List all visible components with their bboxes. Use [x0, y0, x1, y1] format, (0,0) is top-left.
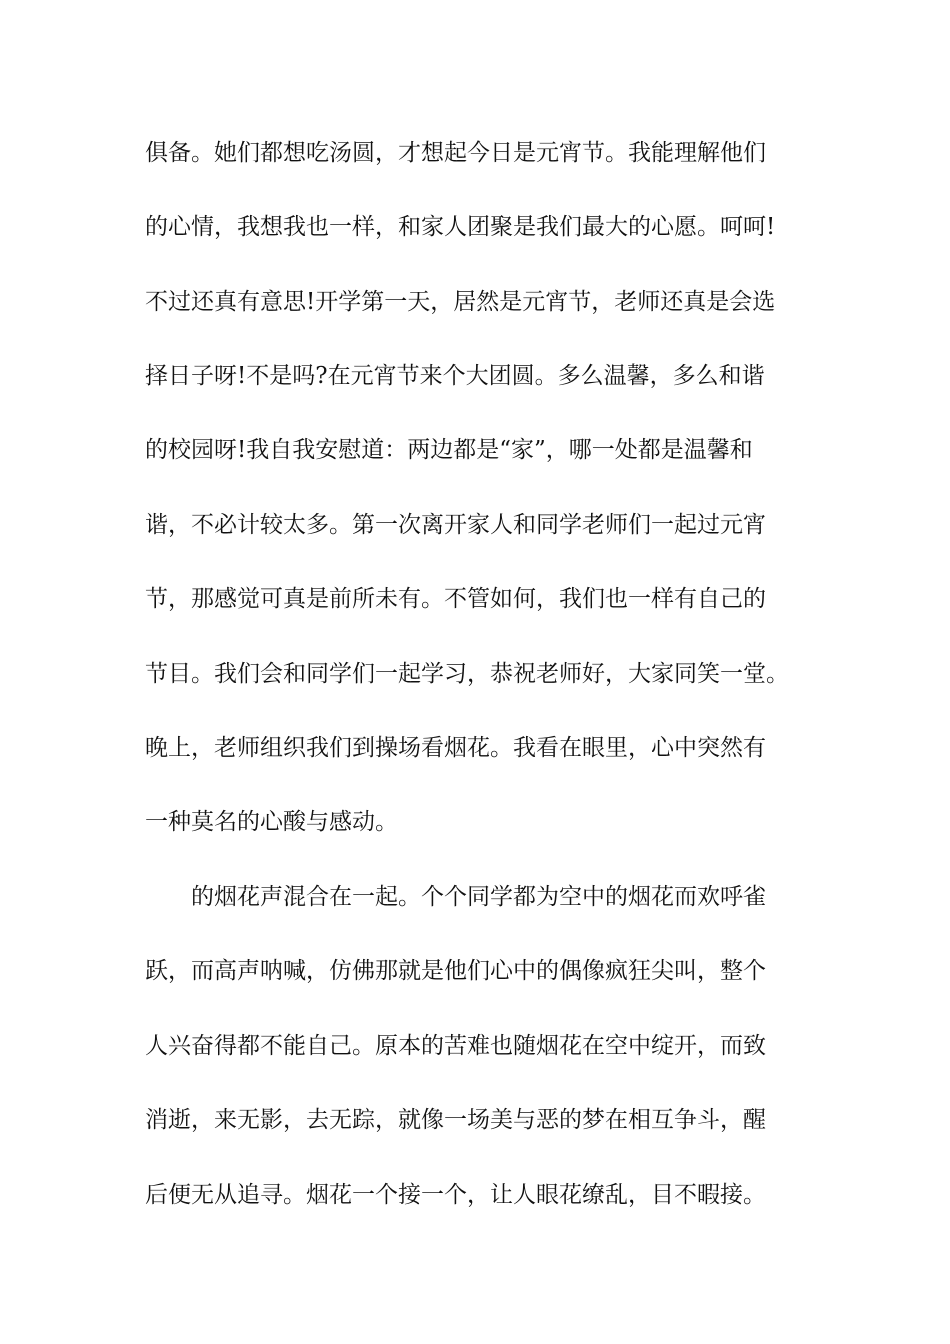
- paragraph-1-line-5: 的校园呀!我自我安慰道：两边都是“家”，哪一处都是温馨和: [145, 437, 753, 463]
- paragraph-1-line-4: 择日子呀!不是吗?在元宵节来个大团圆。多么温馨，多么和谐: [145, 363, 765, 389]
- paragraph-2-line-1: 的烟花声混合在一起。个个同学都为空中的烟花而欢呼雀: [191, 884, 766, 910]
- paragraph-2-line-3: 人兴奋得都不能自己。原本的苦难也随烟花在空中绽开，而致: [145, 1033, 766, 1059]
- paragraph-1-line-8: 节目。我们会和同学们一起学习，恭祝老师好，大家同笑一堂。: [145, 661, 789, 687]
- paragraph-1-line-7: 节，那感觉可真是前所未有。不管如何，我们也一样有自己的: [145, 586, 766, 612]
- paragraph-1-line-10: 一种莫名的心酸与感动。: [145, 809, 398, 835]
- paragraph-1-line-3: 不过还真有意思!开学第一天，居然是元宵节，老师还真是会选: [145, 289, 776, 315]
- paragraph-1-line-1: 俱备。她们都想吃汤圆，才想起今日是元宵节。我能理解他们: [145, 140, 766, 166]
- paragraph-2-line-5: 后便无从追寻。烟花一个接一个，让人眼花缭乱，目不暇接。: [145, 1182, 766, 1208]
- paragraph-1-line-6: 谐，不必计较太多。第一次离开家人和同学老师们一起过元宵: [145, 512, 766, 538]
- paragraph-2-line-2: 跃，而高声呐喊，仿佛那就是他们心中的偶像疯狂尖叫，整个: [145, 958, 766, 984]
- paragraph-2-line-4: 消逝，来无影，去无踪，就像一场美与恶的梦在相互争斗，醒: [145, 1107, 766, 1133]
- paragraph-1-line-9: 晚上，老师组织我们到操场看烟花。我看在眼里，心中突然有: [145, 735, 766, 761]
- paragraph-1-line-2: 的心情，我想我也一样，和家人团聚是我们最大的心愿。呵呵!: [145, 214, 776, 240]
